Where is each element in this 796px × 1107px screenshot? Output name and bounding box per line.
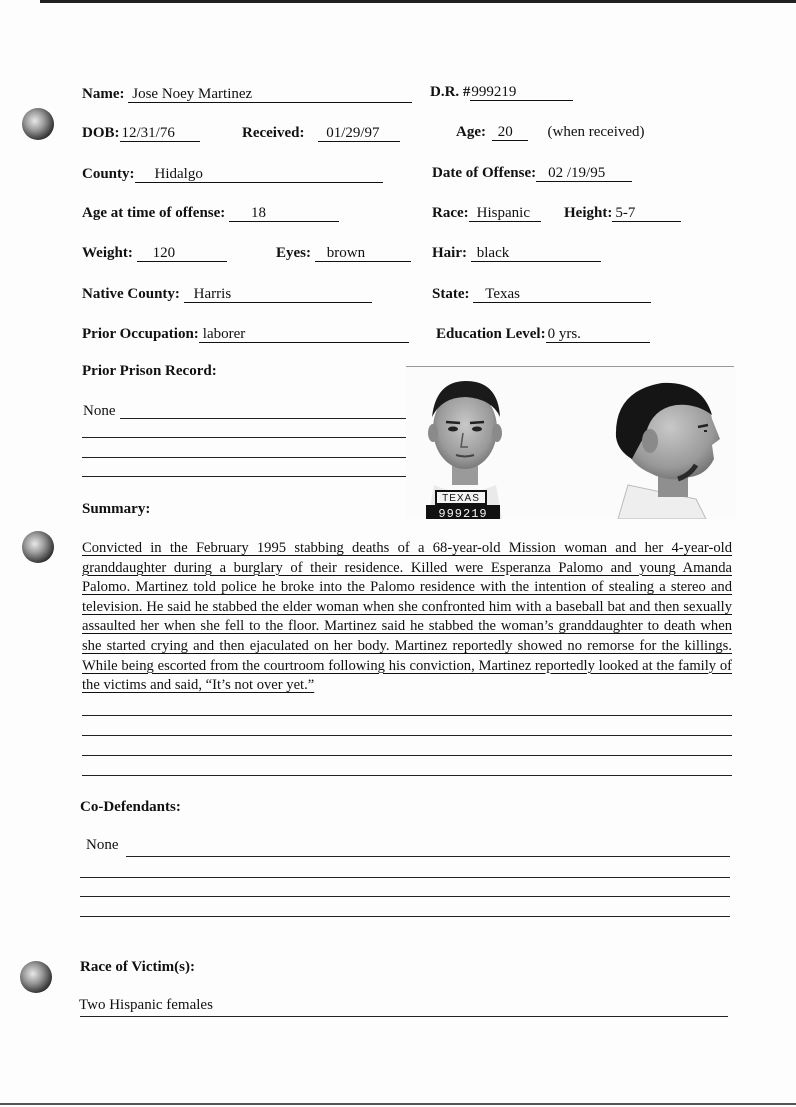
eyes-value: brown xyxy=(315,245,411,262)
prior-prison-record-value: None xyxy=(83,403,116,419)
offense-date-label: Date of Offense: xyxy=(432,165,537,181)
race-of-victims-label: Race of Victim(s): xyxy=(80,959,195,975)
summary-line-4 xyxy=(82,775,732,776)
dob-field xyxy=(82,124,200,142)
education-label: Education Level: xyxy=(436,326,546,342)
age-label: Age: xyxy=(456,124,486,140)
prior-occupation-value: laborer xyxy=(199,326,409,343)
native-county-label: Native County: xyxy=(82,286,180,302)
height-field xyxy=(564,204,681,222)
hair-field xyxy=(432,244,601,262)
offense-date-field xyxy=(432,164,632,182)
education-value: 0 yrs. xyxy=(546,326,650,343)
county-label: County: xyxy=(82,166,135,182)
dob-value: 12/31/76 xyxy=(120,125,200,142)
name-value: Jose Noey Martinez xyxy=(128,86,412,103)
dr-label: D.R. # xyxy=(430,84,471,100)
dr-number-field xyxy=(430,83,573,101)
offense-date-value: 02 /19/95 xyxy=(536,165,632,182)
eyes-label: Eyes: xyxy=(276,245,311,261)
punch-hole-middle xyxy=(22,531,54,563)
victims-line-1 xyxy=(80,1016,728,1017)
summary-line-2 xyxy=(82,735,732,736)
prior-record-line-1 xyxy=(120,418,406,419)
race-label: Race: xyxy=(432,205,469,221)
education-field xyxy=(436,325,650,343)
native-county-field xyxy=(82,285,372,303)
codefendants-line-3 xyxy=(80,896,730,897)
punch-hole-top xyxy=(22,108,54,140)
dob-label: DOB: xyxy=(82,125,120,141)
height-value: 5-7 xyxy=(612,205,681,222)
summary-label: Summary: xyxy=(82,501,151,517)
codefendants-line-1 xyxy=(126,856,730,857)
age-at-offense-field xyxy=(82,204,339,222)
height-label: Height: xyxy=(564,205,613,221)
prior-record-line-4 xyxy=(82,476,406,477)
inmate-photos xyxy=(406,367,736,519)
summary-line-1 xyxy=(82,715,732,716)
county-field xyxy=(82,165,383,183)
state-label: State: xyxy=(432,286,470,302)
county-value: Hidalgo xyxy=(135,166,383,183)
state-value: Texas xyxy=(473,286,651,303)
placard-number: 999219 xyxy=(438,507,488,519)
hair-value: black xyxy=(471,245,601,262)
codefendants-label: Co-Defendants: xyxy=(80,799,181,815)
weight-value: 120 xyxy=(137,245,227,262)
name-field xyxy=(82,85,412,103)
eyes-field xyxy=(276,244,411,262)
native-county-value: Harris xyxy=(184,286,372,303)
punch-hole-bottom xyxy=(20,961,52,993)
prior-prison-record-label: Prior Prison Record: xyxy=(82,363,217,379)
name-label: Name: xyxy=(82,86,125,102)
codefendants-line-4 xyxy=(80,916,730,917)
weight-label: Weight: xyxy=(82,245,133,261)
dr-value: 999219 xyxy=(470,84,573,101)
age-at-offense-label: Age at time of offense: xyxy=(82,205,226,221)
race-value: Hispanic xyxy=(469,205,541,222)
prior-record-line-2 xyxy=(82,437,406,438)
received-field xyxy=(242,124,400,142)
prior-occupation-label: Prior Occupation: xyxy=(82,326,199,342)
age-field xyxy=(456,123,645,141)
received-label: Received: xyxy=(242,125,305,141)
prior-occupation-field xyxy=(82,325,409,343)
weight-field xyxy=(82,244,227,262)
codefendants-line-2 xyxy=(80,877,730,878)
placard-state: TEXAS xyxy=(442,493,480,504)
bottom-border xyxy=(0,1103,796,1105)
summary-text xyxy=(82,539,732,696)
age-at-offense-value: 18 xyxy=(229,205,339,222)
prior-record-line-3 xyxy=(82,457,406,458)
race-field xyxy=(432,204,541,222)
summary-line-3 xyxy=(82,755,732,756)
top-border xyxy=(40,0,796,3)
codefendants-value: None xyxy=(86,837,119,853)
hair-label: Hair: xyxy=(432,245,467,261)
received-value: 01/29/97 xyxy=(318,125,400,142)
race-of-victims-value: Two Hispanic females xyxy=(79,997,213,1013)
age-value: 20 xyxy=(492,124,528,141)
summary-body: Convicted in the February 1995 stabbing deaths of a 68-year-old Mission woman and her 4-year-old granddaughter during a burglary of their residence. Killed were Esperanza Palomo and young Amanda Palomo. Martinez told police he broke into the Palomo residence with the intention of stealing a stereo and television. He said he stabbed the elder woman when she confronted him with a baseball bat and then sexually assaulted her when she fell to the floor. Martinez said he stabbed the woman’s granddaughter to death when she started crying and then ejaculated on her body. Martinez reportedly showed no remorse for the killings. While being escorted from the courtroom following his conviction, Martinez reportedly looked at the family of the victims and said, “It’s not over yet.” xyxy=(82,540,732,694)
age-note: (when received) xyxy=(547,124,645,140)
state-field xyxy=(432,285,651,303)
